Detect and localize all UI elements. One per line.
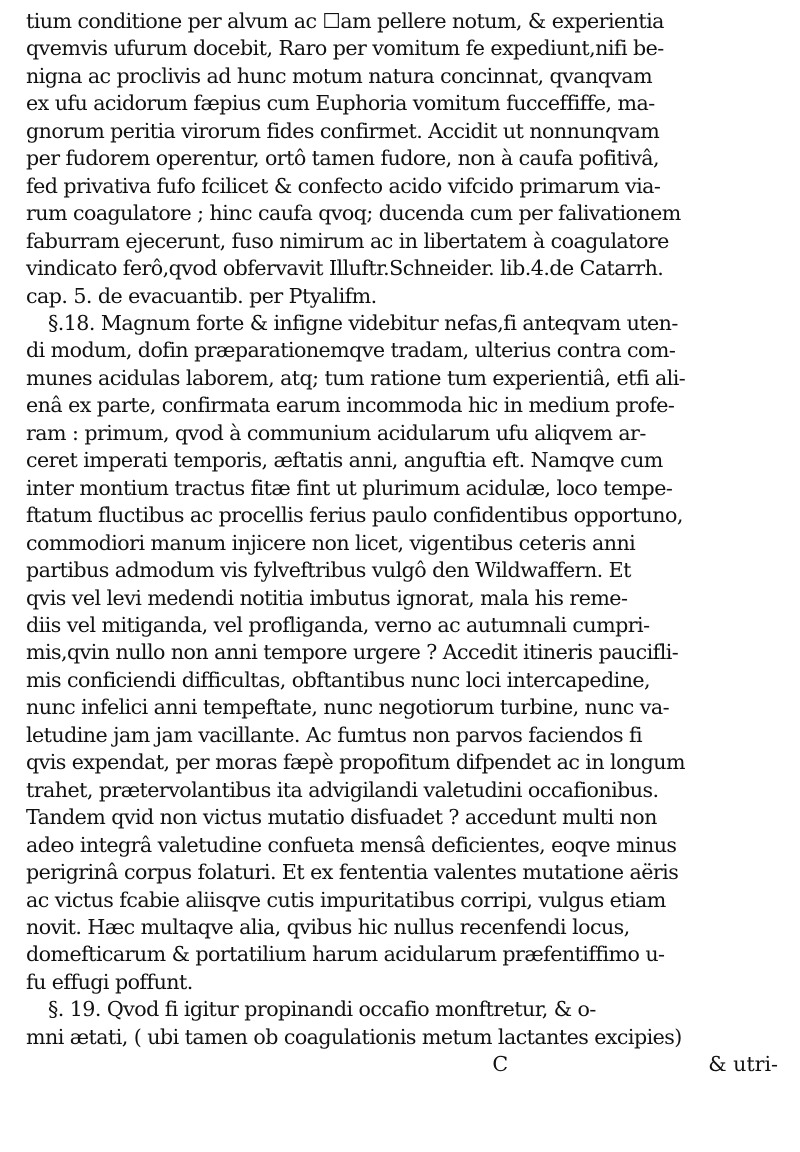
text-line: ex ufu acidorum fæpius cum Euphoria vomitum fucceffiffe, ma- <box>26 91 655 116</box>
text-line: adeo integrâ valetudine confueta mensâ deficientes, eoqve minus <box>26 832 677 857</box>
text-line: mni ætati, ( ubi tamen ob coagulationis metum lactantes excipies) <box>26 1024 682 1049</box>
text-line: diis vel mitiganda, vel profliganda, verno ac autumnali cumpri- <box>26 612 650 637</box>
text-line: partibus admodum vis fylveftribus vulgô den Wildwaffern. Et <box>26 558 631 583</box>
text-line: fed privativa fufo fcilicet & confecto acido vifcido primarum via- <box>26 173 661 198</box>
text-line: vindicato ferô,qvod obfervavit Illuftr.Schneider. lib.4.de Catarrh. <box>26 256 664 281</box>
text-line: ceret imperati temporis, æftatis anni, anguftia eft. Namqve cum <box>26 448 663 473</box>
text-line: domefticarum & portatilium harum acidularum præfentiffimo u- <box>26 942 665 967</box>
text-line: ram : primum, qvod à communium acidularum ufu aliqvem ar- <box>26 420 646 445</box>
catchword: & utri- <box>708 1052 778 1077</box>
text-line: faburram ejecerunt, fuso nimirum ac in libertatem à coagulatore <box>26 228 669 253</box>
text-line: rum coagulatore ; hinc caufa qvoq; ducenda cum per falivationem <box>26 201 681 226</box>
text-line: novit. Hæc multaqve alia, qvibus hic nullus recenfendi locus, <box>26 914 630 939</box>
text-line: cap. 5. de evacuantib. per Ptyalifm. <box>26 283 377 308</box>
text-line: enâ ex parte, confirmata earum incommoda hic in medium profe- <box>26 393 675 418</box>
text-line: nunc infelici anni tempeftate, nunc negotiorum turbine, nunc va- <box>26 695 669 720</box>
text-line: inter montium tractus fitæ fint ut plurimum acidulæ, loco tempe- <box>26 475 673 500</box>
text-line: Tandem qvid non victus mutatio disfuadet ? accedunt multi non <box>26 805 657 830</box>
text-line: ac victus fcabie aliisqve cutis impuritatibus corripi, vulgus etiam <box>26 887 666 912</box>
text-line: ftatum fluctibus ac procellis ferius paulo confidentibus opportuno, <box>26 503 683 528</box>
text-line: gnorum peritia virorum fides confirmet. Accidit ut nonnunqvam <box>26 118 660 143</box>
text-line: qvis expendat, per moras fæpè propofitum difpendet ac in longum <box>26 750 685 775</box>
signature-mark: C <box>492 1052 509 1077</box>
text-block <box>26 8 778 1051</box>
text-line: fu effugi poffunt. <box>26 969 193 994</box>
text-line: mis,qvin nullo non anni tempore urgere ? Accedit itineris paucifli- <box>26 640 679 665</box>
paragraph-19-start: §. 19. Qvod fi igitur propinandi occafio monftretur, & o- <box>48 997 596 1022</box>
text-line: perigrinâ corpus folaturi. Et ex fententia valentes mutatione aëris <box>26 860 679 885</box>
text-line: mis conficiendi difficultas, obftantibus nunc loci intercapedine, <box>26 667 651 692</box>
text-line: tium conditione per alvum ac ☐am pellere notum, & experientia <box>26 9 664 33</box>
text-line: commodiori manum injicere non licet, vigentibus ceteris anni <box>26 530 636 555</box>
text-line: qvemvis ufurum docebit, Raro per vomitum fe expediunt,nifi be- <box>26 36 664 61</box>
text-line: qvis vel levi medendi notitia imbutus ignorat, mala his reme- <box>26 585 628 610</box>
page-footer <box>26 1051 778 1078</box>
text-line: nigna ac proclivis ad hunc motum natura concinnat, qvanqvam <box>26 63 653 88</box>
text-line: di modum, dofin præparationemqve tradam, ulterius contra com- <box>26 338 676 363</box>
text-line: letudine jam jam vacillante. Ac fumtus non parvos faciendos fi <box>26 722 643 747</box>
text-line: munes acidulas laborem, atq; tum ratione tum experientiâ, etfi ali- <box>26 365 686 390</box>
paragraph-18-start: §.18. Magnum forte & infigne videbitur nefas,fi anteqvam uten- <box>48 310 678 335</box>
text-line: per fudorem operentur, ortô tamen fudore, non à caufa pofitivâ, <box>26 146 660 171</box>
text-line: trahet, prætervolantibus ita advigilandi valetudini occafionibus. <box>26 777 659 802</box>
